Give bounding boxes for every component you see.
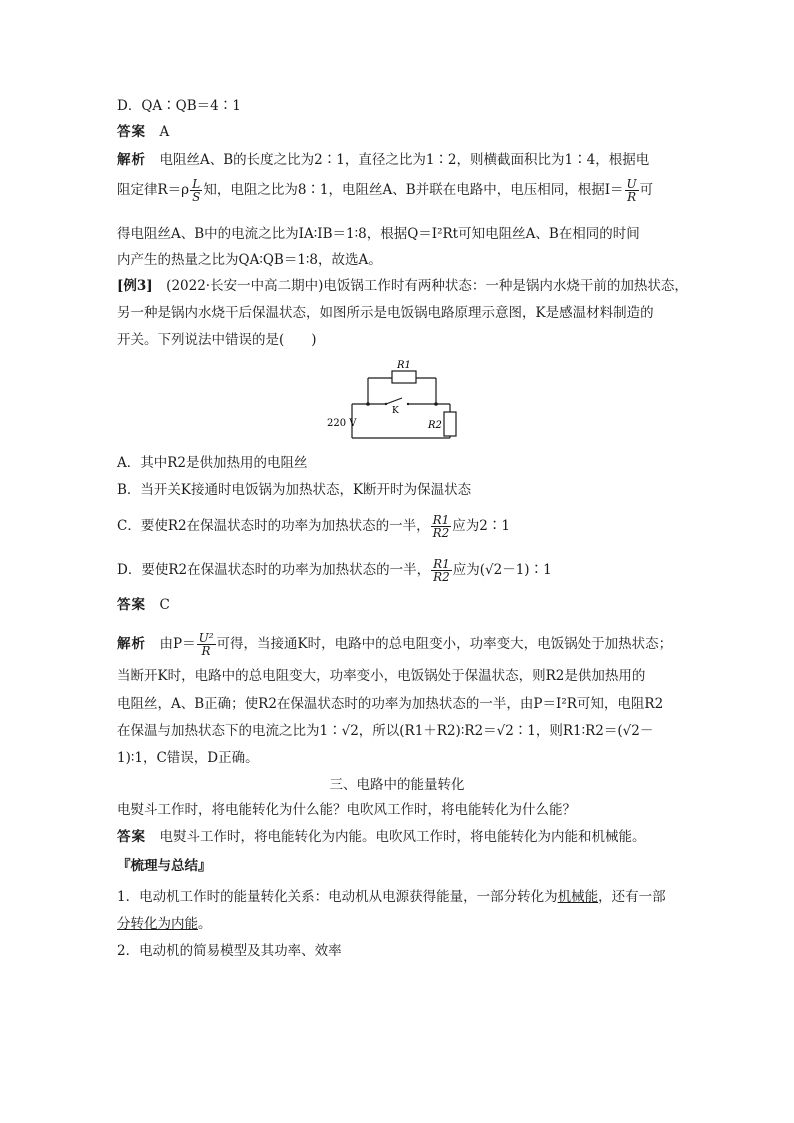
example-3-line-3: 开关。下列说法中错误的是( ) xyxy=(117,332,317,348)
explanation-label: 解析 xyxy=(117,636,146,652)
explanation-2-line-2: 当断开K时，电路中的总电阻变大，功率变小，电饭锅处于保温状态，则R2是供加热用的 xyxy=(117,668,646,684)
junction-dot-right xyxy=(434,402,438,406)
answer-label: 答案 xyxy=(117,829,146,845)
fraction-u2-over-r: $\frac{\text{U²}}{R}$ xyxy=(198,631,214,658)
fraction-u-over-r: $\frac{U}{R}$ xyxy=(626,177,637,204)
summary-item-1: 1．电动机工作时的能量转化关系：电动机从电源获得能量，一部分转化为机械能，还有一部 xyxy=(117,889,666,905)
option-d-previous: D．QA∶QB＝4∶1 xyxy=(117,98,241,114)
option-a: A．其中R2是供加热用的电阻丝 xyxy=(117,455,308,471)
voltage-label: 220 V xyxy=(327,418,357,429)
answer-value: C xyxy=(159,597,170,613)
summary-item-1-cont: 分转化为内能。 xyxy=(117,916,212,932)
explanation-2-line-4: 在保温与加热状态下的电流之比为1∶√2，所以(R1＋R2)∶R2＝√2∶1，则R1∶R2＝(√2－ xyxy=(117,723,654,739)
r2-label: R2 xyxy=(428,420,442,431)
example-3-line-2: 另一种是锅内水烧干后保温状态，如图所示是电饭锅电路原理示意图，K是感温材料制造的 xyxy=(117,305,654,321)
question-3: 电熨斗工作时，将电能转化为什么能？电吹风工作时，将电能转化为什么能？ xyxy=(117,802,576,818)
option-c: C．要使R2在保温状态时的功率为加热状态的一半， $\frac{R1}{R2}$ 应为2∶1 xyxy=(117,513,510,540)
explanation-1-line-1: 解析 电阻丝A、B的长度之比为2∶1，直径之比为1∶2，则横截面积比为1∶4，根据电 xyxy=(117,152,650,168)
answer-1 xyxy=(117,122,169,142)
answer-label: 答案 xyxy=(117,597,146,613)
answer-label: 答案 xyxy=(117,124,146,140)
fraction-r1-over-r2: $\frac{R1}{R2}$ xyxy=(433,557,450,584)
switch-k-label: K xyxy=(392,406,399,416)
example-tag: [例3] xyxy=(117,278,153,294)
explanation-1-line-2: 阻定律R＝ρ $\frac{L}{S}$ 知，电阻之比为8∶1，电阻丝A、B并联在电路中，电压相同，根据I＝ $\frac{U}{R}$ 可 xyxy=(117,177,654,204)
answer-3: 答案 电熨斗工作时，将电能转化为内能。电吹风工作时，将电能转化为内能和机械能。 xyxy=(117,829,646,845)
answer-value: A xyxy=(159,124,170,140)
fraction-r1-over-r2: $\frac{R1}{R2}$ xyxy=(432,513,450,540)
junction-dot-left xyxy=(366,402,370,406)
summary-item-2: 2．电动机的简易模型及其功率、效率 xyxy=(117,943,342,959)
summary-title: 『梳理与总结』 xyxy=(117,858,212,874)
explanation-label: 解析 xyxy=(117,152,146,168)
explanation-1-line-3: 得电阻丝A、B中的电流之比为IA∶IB＝1∶8，根据Q＝I²Rt可知电阻丝A、B在相同的时间 xyxy=(117,226,640,242)
option-d: D．要使R2在保温状态时的功率为加热状态的一半， $\frac{R1}{R2}$ 应为(√2－1)∶1 xyxy=(117,557,552,584)
explanation-2-line-1: 解析 由P＝ $\frac{\text{U²}}{R}$ 可得，当接通K时，电路中的总电阻变小，功率变大，电饭锅处于加热状态； xyxy=(117,631,673,658)
option-b: B．当开关K接通时电饭锅为加热状态，K断开时为保温状态 xyxy=(117,482,472,498)
r1-label: R1 xyxy=(397,360,411,371)
section-3-title: 三、电路中的能量转化 xyxy=(329,777,465,793)
explanation-2-line-5: 1)∶1，C错误，D正确。 xyxy=(117,750,259,766)
explanation-1-line-4: 内产生的热量之比为QA∶QB＝1∶8，故选A。 xyxy=(117,252,382,268)
explanation-2-line-3: 电阻丝，A、B正确；使R2在保温状态时的功率为加热状态的一半，由P＝I²R可知，电阻R2 xyxy=(117,696,664,712)
example-3-line-1: [例3] (2022·长安一中高二期中)电饭锅工作时有两种状态：一种是锅内水烧干前的加热状态， xyxy=(117,278,688,294)
fraction-l-over-s: $\frac{L}{S}$ xyxy=(192,177,201,204)
answer-2 xyxy=(117,595,170,615)
circuit-diagram xyxy=(327,356,470,446)
